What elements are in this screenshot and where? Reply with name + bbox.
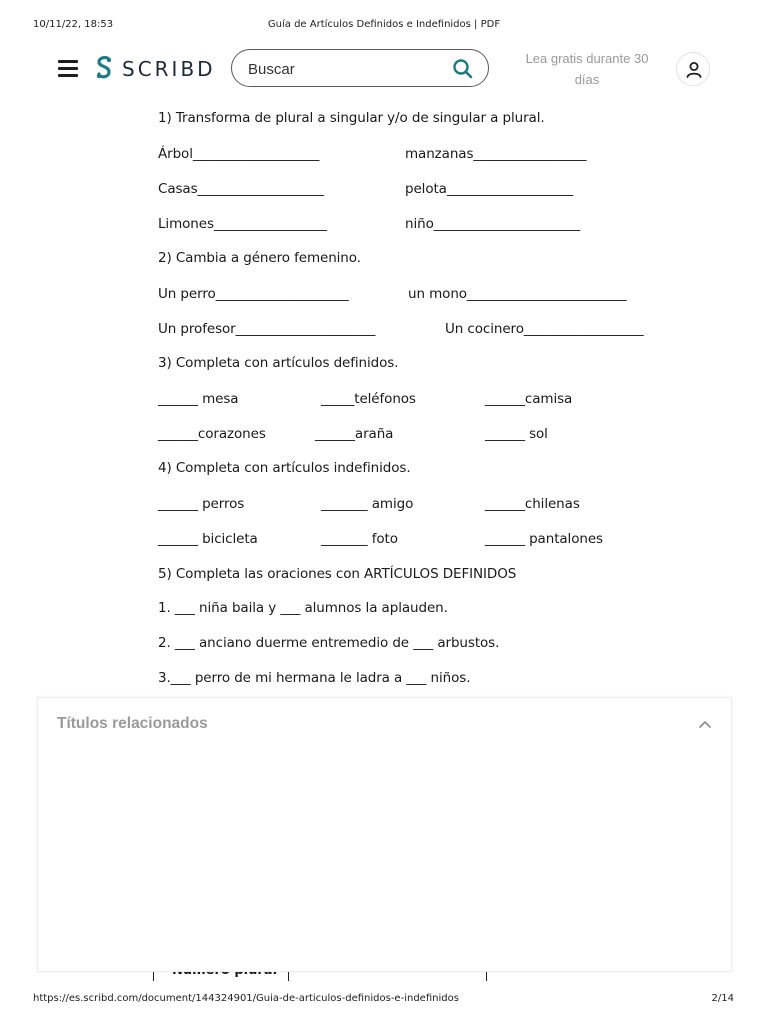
q3-item: ______corazones <box>158 426 266 442</box>
print-url: https://es.scribd.com/document/144324901/Guia-de-articulos-definidos-e-indefinidos <box>33 993 459 1004</box>
q5-item: 1. ___ niña baila y ___ alumnos la aplauden. <box>158 600 448 616</box>
q1-item: manzanas_________________ <box>405 146 587 162</box>
scribd-logo-text: SCRIBD <box>122 57 216 81</box>
print-footer <box>0 993 768 1007</box>
user-account-button[interactable] <box>676 52 710 86</box>
q4-item: _______ amigo <box>321 496 414 512</box>
q3-item: _____teléfonos <box>321 391 416 407</box>
question-3-title: 3) Completa con artículos definidos. <box>158 355 399 371</box>
q4-item: _______ foto <box>321 531 398 547</box>
q2-item: Un cocinero__________________ <box>445 321 644 337</box>
related-titles-heading: Títulos relacionados <box>57 715 208 732</box>
scribd-logo-mark-icon <box>94 55 114 83</box>
q2-item: Un profesor_____________________ <box>158 321 376 337</box>
search-box[interactable] <box>231 49 489 87</box>
free-trial-link[interactable] <box>520 48 654 90</box>
question-2-title: 2) Cambia a género femenino. <box>158 250 361 266</box>
free-trial-text-line1: Lea gratis durante 30 <box>525 51 649 66</box>
q2-item: Un perro____________________ <box>158 286 349 302</box>
user-icon <box>677 53 711 87</box>
q3-item: ______araña <box>315 426 394 442</box>
question-4-title: 4) Completa con artículos indefinidos. <box>158 460 411 476</box>
q5-item: 3.___ perro de mi hermana le ladra a ___ niños. <box>158 670 471 686</box>
search-input[interactable] <box>246 58 440 80</box>
q2-item: un mono________________________ <box>408 286 627 302</box>
print-doc-title: Guía de Artículos Definidos e Indefinidos | PDF <box>267 19 501 30</box>
question-5-title: 5) Completa las oraciones con ARTÍCULOS DEFINIDOS <box>158 566 517 582</box>
q1-item: pelota___________________ <box>405 181 574 197</box>
print-page-number: 2/14 <box>711 993 734 1004</box>
print-header <box>0 19 768 33</box>
search-icon[interactable] <box>452 58 474 80</box>
chevron-up-icon[interactable] <box>697 718 713 730</box>
q1-item: Limones_________________ <box>158 216 327 232</box>
free-trial-text-line2: días <box>574 72 600 87</box>
scribd-logo[interactable] <box>94 54 216 84</box>
q4-item: ______ perros <box>158 496 245 512</box>
q1-item: Casas___________________ <box>158 181 324 197</box>
print-datetime: 10/11/22, 18:53 <box>33 19 114 30</box>
q4-item: ______ pantalones <box>485 531 603 547</box>
related-titles-panel <box>37 697 732 972</box>
q4-item: ______chilenas <box>485 496 580 512</box>
hamburger-menu-icon[interactable] <box>58 60 78 76</box>
q1-item: Árbol___________________ <box>158 146 320 162</box>
q4-item: ______ bicicleta <box>158 531 258 547</box>
q3-item: ______camisa <box>485 391 573 407</box>
question-1-title: 1) Transforma de plural a singular y/o de singular a plural. <box>158 110 545 126</box>
q1-item: niño______________________ <box>405 216 581 232</box>
top-navigation-bar <box>0 44 768 96</box>
q5-item: 2. ___ anciano duerme entremedio de ___ arbustos. <box>158 635 500 651</box>
q3-item: ______ sol <box>485 426 548 442</box>
q3-item: ______ mesa <box>158 391 239 407</box>
